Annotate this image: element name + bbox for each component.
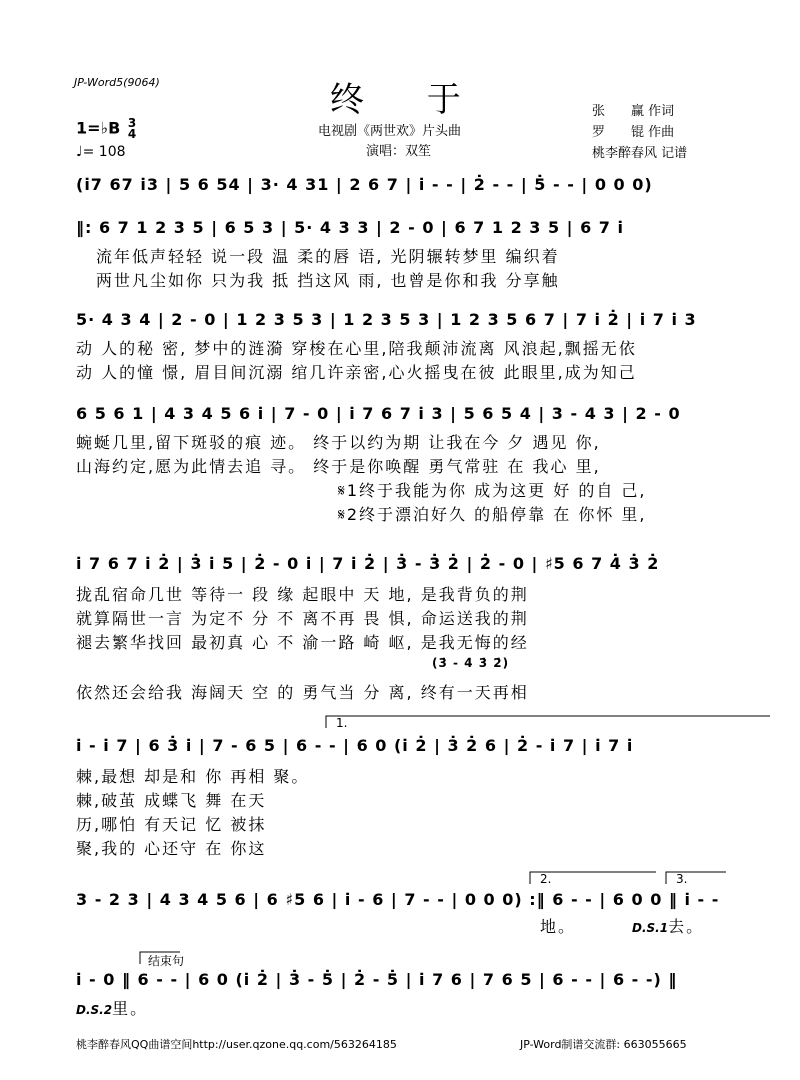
- lyric-line: 两世凡尘如你 只为我 抵 挡这风 雨, 也曾是你和我 分享触: [96, 271, 560, 290]
- notation-line-1: (i̇7 67 i̇3 | 5 6 54 | 3· 4 31 | 2 6 7 | i̇ - - | 2̇ - - | 5̇ - - | 0 0 0): [76, 175, 653, 194]
- ds2-label: D.S.2: [76, 1003, 113, 1017]
- lyric-line: 动 人的秘 密, 梦中的涟漪 穿梭在心里,陪我颠沛流离 风浪起,飘摇无依: [76, 339, 637, 358]
- lyric-line: 棘,破茧 成蝶飞 舞 在天: [76, 791, 267, 810]
- ds1-label: D.S.1: [632, 921, 669, 935]
- song-subtitle: 电视剧《两世欢》片头曲: [318, 124, 462, 139]
- notation-line-6: i̇ - i̇ 7 | 6 3̇ i̇ | 7 - 6 5 | 6 - - | 6 0 (i̇ 2̇ | 3̇ 2̇ 6 | 2̇ - i̇ 7 | i̇ 7 i̇: [76, 736, 634, 755]
- footer-right: JP-Word制谱交流群: 663055665: [520, 1038, 687, 1051]
- alternate-notes: (3̇ - 4̇ 3̇ 2̇): [432, 656, 510, 670]
- lyric-line: 聚,我的 心还守 在 你这: [76, 839, 267, 858]
- key-label: 1=♭B: [76, 118, 121, 138]
- tempo-marking: ♩= 108: [76, 144, 126, 160]
- lyric-line: 褪去繁华找回 最初真 心 不 渝一路 崎 岖, 是我无悔的经: [76, 633, 529, 652]
- ds1-word: 去。: [668, 917, 705, 936]
- song-title: 终 于: [330, 80, 487, 120]
- composer-credit: 罗 锟 作曲: [592, 125, 675, 140]
- lyric-line: 棘,最想 却是和 你 再相 聚。: [76, 767, 310, 786]
- lyric-line: 𝄋2终于漂泊好久 的船停靠 在 你怀 里,: [338, 505, 647, 524]
- ending-label: 结束句: [148, 954, 185, 968]
- lyric-line: 历,哪怕 有天记 忆 被抹: [76, 815, 267, 834]
- lyric-line: 依然还会给我 海阔天 空 的 勇气当 分 离, 终有一天再相: [76, 683, 529, 702]
- lyric-line: 流年低声轻轻 说一段 温 柔的唇 语, 光阴辗转梦里 编织着: [96, 247, 560, 266]
- volta-3-bracket: [666, 872, 726, 884]
- volta-2-label: 2.: [540, 872, 552, 886]
- notation-line-8: i̇ - 0 ‖ 6 - - | 6 0 (i̇ 2̇ | 3̇ - 5̇ | 2̇ - 5̇ | i̇ 7 6 | 7 6 5 | 6 - - | 6 - -) ‖: [76, 970, 678, 989]
- lyric-line: 拢乱宿命几世 等待一 段 缘 起眼中 天 地, 是我背负的荆: [76, 585, 529, 604]
- lyric-line: 动 人的憧 憬, 眉目间沉溺 绾几许亲密,心火摇曳在彼 此眼里,成为知己: [76, 363, 637, 382]
- software-label: JP-Word5(9064): [74, 76, 160, 89]
- notation-line-5: i̇ 7 6 7 i̇ 2̇ | 3̇ i̇ 5 | 2̇ - 0 i̇ | 7 i̇ 2̇ | 3̇ - 3̇ 2̇ | 2̇ - 0 | ♯5 6 7 4̇ 3̇ 2̇: [76, 554, 660, 573]
- lyric-line: 地。: [540, 917, 577, 936]
- transcriber-credit: 桃李醉春风 记谱: [592, 146, 688, 161]
- time-sig-top: 3: [127, 116, 137, 130]
- volta-1-bracket: [326, 716, 770, 728]
- lyric-line: 蜿蜒几里,留下斑驳的痕 迹。 终于以约为期 让我在今 夕 遇见 你,: [76, 433, 601, 452]
- lyricist-credit: 张 赢 作词: [592, 104, 675, 119]
- volta-2-bracket: [530, 872, 656, 884]
- notation-line-2: ‖: 6 7 1 2 3 5 | 6 5 3 | 5· 4 3 3 | 2 - 0 | 6 7 1 2 3 5 | 6 7 i̇: [76, 218, 624, 237]
- lyric-line: 山海约定,愿为此情去追 寻。 终于是你唤醒 勇气常驻 在 我心 里,: [76, 457, 601, 476]
- notation-line-4: 6 5 6 1 | 4 3 4 5 6 i̇ | 7 - 0 | i̇ 7 6 7 i̇ 3 | 5 6 5 4 | 3 - 4 3 | 2 - 0: [76, 404, 681, 423]
- ds2-word: 里。: [112, 999, 149, 1018]
- volta-3-label: 3.: [676, 872, 688, 886]
- notation-line-7: 3 - 2 3 | 4 3 4 5 6 | 6 ♯5 6 | i̇ - 6 | 7 - - | 0 0 0) :‖ 6 - - | 6 0 0 ‖ i̇ - -: [76, 890, 720, 909]
- lyric-line: 𝄋1终于我能为你 成为这更 好 的自 己,: [338, 481, 647, 500]
- ending-bracket: [140, 952, 180, 964]
- singer: 演唱：双笙: [366, 144, 432, 159]
- notation-line-3: 5· 4 3 4 | 2 - 0 | 1 2 3 5 3 | 1 2 3 5 3 | 1 2 3 5 6 7 | 7 i̇ 2̇ | i̇ 7 i̇ 3: [76, 310, 697, 329]
- lyric-line: 就算隔世一言 为定不 分 不 离不再 畏 惧, 命运送我的荆: [76, 609, 529, 628]
- footer-left: 桃李醉春风QQ曲谱空间http://user.qzone.qq.com/563264185: [76, 1038, 397, 1051]
- time-sig-bottom: 4: [127, 127, 137, 141]
- volta-1-label: 1.: [336, 716, 348, 730]
